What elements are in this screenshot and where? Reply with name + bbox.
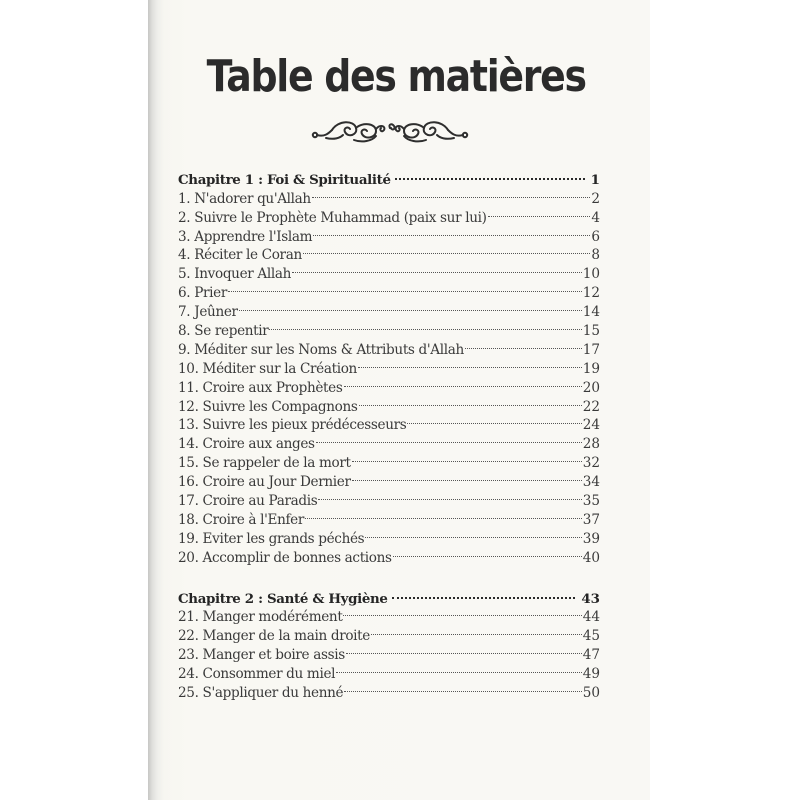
entry-page-number: 39 [582,530,600,547]
dot-leader [358,354,582,373]
dot-leader [407,411,581,430]
entry-page-number: 4 [591,209,600,226]
chapter-page-number: 43 [581,590,600,607]
dot-leader [344,373,582,392]
table-of-contents [178,165,600,702]
dot-leader [312,184,591,203]
entry-title: 23. Manger et boire assis [178,647,345,664]
dot-leader [228,278,582,297]
dot-leader [336,659,582,678]
entry-page-number: 12 [582,285,600,302]
entry-title: 10. Méditer sur la Création [178,360,357,377]
entry-page-number: 37 [582,511,600,528]
dot-leader [239,297,582,316]
dot-leader [352,467,582,486]
toc-chapter-1[interactable] [178,165,600,188]
entry-title: 7. Jeûner [178,304,238,321]
dot-leader [359,392,582,411]
chapter-page-number: 1 [590,171,600,188]
dot-leader [292,259,582,278]
entry-page-number: 22 [582,398,600,415]
dot-leader [269,316,581,335]
entry-page-number: 6 [591,228,600,245]
entry-page-number: 28 [582,436,600,453]
entry-title: 19. Eviter les grands péchés [178,530,365,547]
dot-leader [393,543,582,562]
entry-page-number: 10 [582,266,600,283]
entry-title: 2. Suivre le Prophète Muhammad (paix sur lui) [178,209,487,226]
entry-title: 9. Méditer sur les Noms & Attributs d'Allah [178,341,464,358]
entry-page-number: 40 [582,549,600,566]
entry-title: 4. Réciter le Coran [178,247,302,264]
dot-leader [395,165,585,184]
entry-page-number: 45 [582,628,600,645]
entry-title: 25. S'appliquer du henné [178,685,344,702]
entry-title: 1. N'adorer qu'Allah [178,190,311,207]
dot-leader [488,203,591,222]
entry-page-number: 14 [582,304,600,321]
dot-leader [316,429,582,448]
entry-page-number: 19 [582,360,600,377]
entry-page-number: 8 [591,247,600,264]
toc-entry[interactable] [178,297,600,321]
dot-leader [346,640,582,659]
dot-leader [392,584,576,603]
entry-title: 22. Manger de la main droite [178,628,370,645]
dot-leader [365,524,581,543]
entry-page-number: 50 [582,685,600,702]
entry-page-number: 49 [582,666,600,683]
entry-title: 14. Croire aux anges [178,436,315,453]
entry-title: 12. Suivre les Compagnons [178,398,358,415]
entry-page-number: 15 [582,323,600,340]
entry-title: 6. Prier [178,285,228,302]
entry-title: 11. Croire aux Prophètes [178,379,343,396]
entry-title: 21. Manger modérément [178,609,343,626]
entry-title: 15. Se rappeler de la mort [178,455,351,472]
dot-leader [343,603,581,622]
entry-title: 24. Consommer du miel [178,666,336,683]
entry-title: 18. Croire à l'Enfer [178,511,304,528]
entry-title: 3. Apprendre l'Islam [178,228,313,245]
entry-title: 17. Croire au Paradis [178,493,318,510]
dot-leader [352,448,582,467]
dot-leader [344,678,581,697]
toc-entry[interactable] [178,316,600,340]
entry-title: 16. Croire au Jour Dernier [178,474,351,491]
entry-page-number: 17 [582,341,600,358]
entry-page-number: 44 [582,609,600,626]
entry-page-number: 32 [582,455,600,472]
dot-leader [371,621,582,640]
dot-leader [465,335,582,354]
chapter-title: Chapitre 2 : Santé & Hygiène [178,590,388,607]
toc-chapter-2[interactable] [178,584,600,607]
entry-page-number: 24 [582,417,600,434]
entry-page-number: 20 [582,379,600,396]
dot-leader [318,486,581,505]
page-title: Table des matières [206,51,586,102]
dot-leader [305,505,582,524]
entry-title: 13. Suivre les pieux prédécesseurs [178,417,407,434]
entry-title: 20. Accomplir de bonnes actions [178,549,392,566]
flourish-ornament-icon [310,118,470,144]
entry-page-number: 34 [582,474,600,491]
chapter-title: Chapitre 1 : Foi & Spiritualité [178,171,391,188]
entry-title: 5. Invoquer Allah [178,266,292,283]
toc-entry[interactable] [178,278,600,302]
entry-page-number: 35 [582,493,600,510]
entry-title: 8. Se repentir [178,323,269,340]
dot-leader [313,222,590,241]
dot-leader [303,241,590,260]
book-page [148,0,650,800]
entry-page-number: 2 [591,190,600,207]
entry-page-number: 47 [582,647,600,664]
